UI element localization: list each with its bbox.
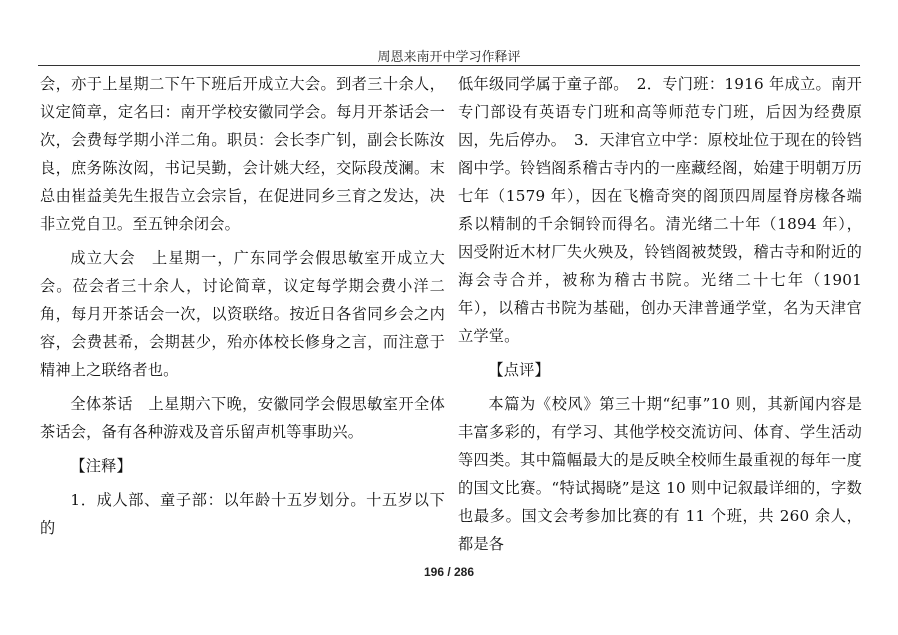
note-1: 1．成人部、童子部：以年龄十五岁划分。十五岁以下的: [40, 491, 445, 537]
paragraph-anhui-association: 会，亦于上星期二下午下班后开成立大会。到者三十余人，议定简章，定名曰：南开学校安徽同学会。每月开茶话会一次，会费每学期小洋二角。职员：会长李广钊，副会长陈汝良，庶务陈汝闳，书记吴勤，会计姚大经，交际段茂澜。末总由崔益美先生报告立会宗旨，在促进同乡三育之发达，决非立党自卫。至五钟余闭会。: [40, 75, 445, 233]
page-number: 196 / 286: [423, 565, 475, 579]
header-divider: [38, 65, 860, 66]
paragraph-tea-party: 全体茶话 上星期六下晚，安徽同学会假思敏室开全体茶话会，备有各种游戏及音乐留声机等事助兴。: [40, 395, 445, 441]
right-column: [458, 70, 862, 558]
commentary-heading: 【点评】: [488, 361, 550, 379]
notes-heading: 【注释】: [70, 457, 132, 475]
left-column: [40, 70, 445, 542]
page-header-title: 周恩来南开中学习作释评: [377, 50, 521, 65]
commentary-paragraph: 本篇为《校风》第三十期“纪事”10 则，其新闻内容是丰富多彩的，有学习、其他学校交流访问、体育、学生活动等四类。其中篇幅最大的是反映全校师生最重视的每年一度的国文比赛。“特试揭晓”是这 10 则中记叙最详细的，字数也最多。国文会考参加比赛的有 11 个班，共 260 余人，都是各: [458, 395, 862, 553]
notes-continued: 低年级同学属于童子部。 2．专门班：1916 年成立。南开专门部设有英语专门班和高等师范专门班，后因为经费原因，先后停办。 3．天津官立中学：原校址位于现在的铃铛阁中学。铃铛阁系稽古寺内的一座藏经阁，始建于明朝万历七年（1579 年），因在飞檐奇突的阁顶四周屋脊房椽各端系以精制的千余铜铃而得名。清光绪二十年（1894 年），因受附近木材厂失火殃及，铃铛阁被焚毁，稽古寺和附近的海会寺合并，被称为稽古书院。光绪二十七年（1901 年），以稽古书院为基础，创办天津普通学堂，名为天津官立学堂。: [458, 75, 862, 345]
paragraph-guangdong-inauguration: 成立大会 上星期一，广东同学会假思敏室开成立大会。莅会者三十余人，讨论简章，议定每学期会费小洋二角，每月开茶话会一次，以资联络。按近日各省同乡会之内容，会费甚希，会期甚少，殆亦体校长修身之言，而注意于精神上之联络者也。: [40, 249, 445, 379]
